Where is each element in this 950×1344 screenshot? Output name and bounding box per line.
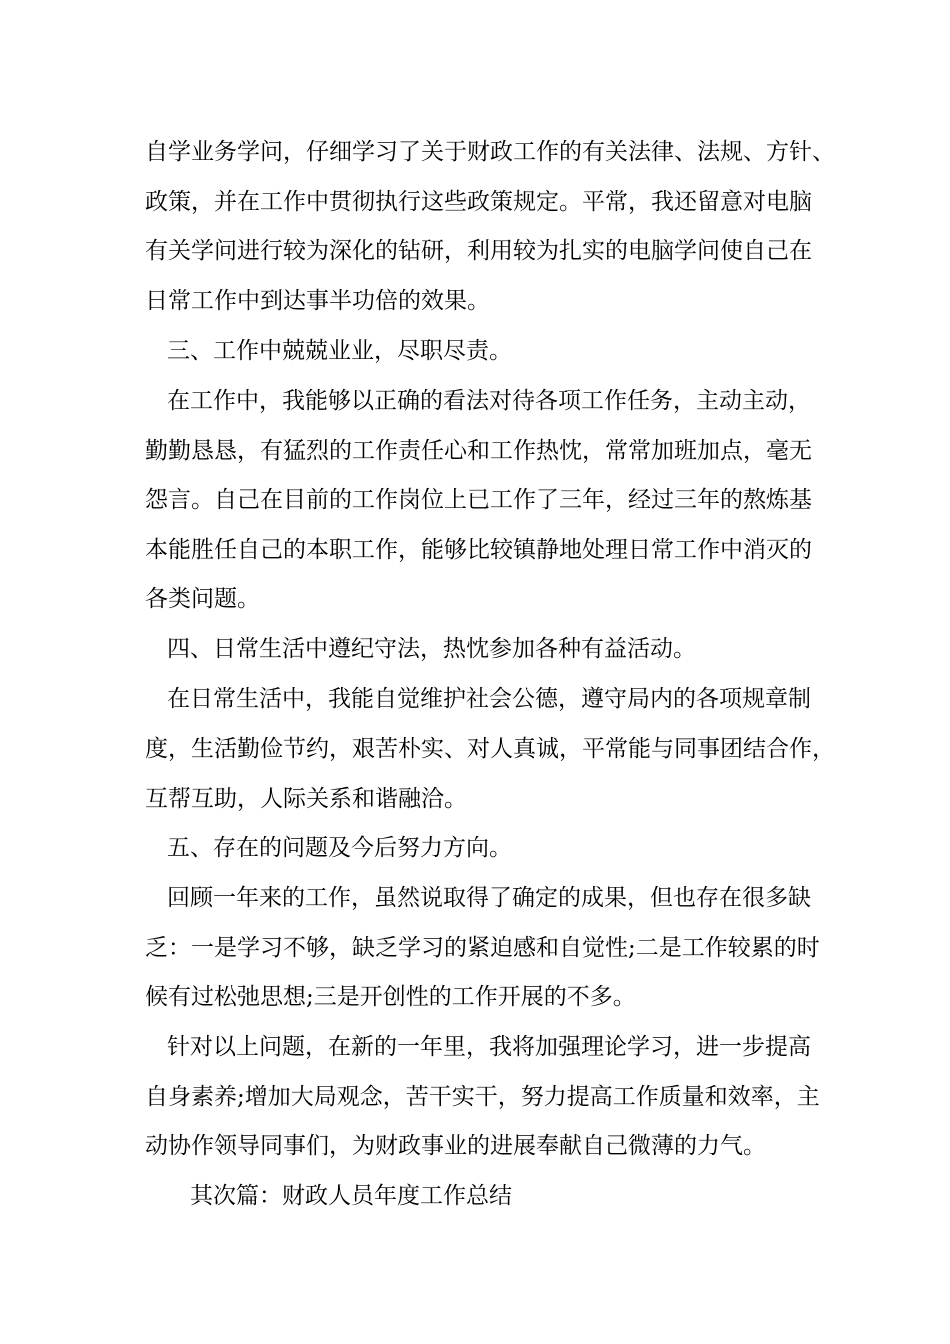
text-line: 怨言。自己在目前的工作岗位上已工作了三年，经过三年的熬炼基 [145, 487, 812, 513]
text-line: 互帮互助，人际关系和谐融洽。 [145, 786, 467, 812]
text-line: 在日常生活中，我能自觉维护社会公德，遵守局内的各项规章制 [167, 686, 811, 712]
text-line: 勤勤恳恳，有猛烈的工作责任心和工作热忱，常常加班加点，毫无 [145, 438, 812, 464]
text-line: 本能胜任自己的本职工作，能够比较镇静地处理日常工作中消灭的 [145, 537, 812, 563]
section-heading: 三、工作中兢兢业业，尽职尽责。 [167, 338, 512, 364]
text-line: 回顾一年来的工作，虽然说取得了确定的成果，但也存在很多缺 [167, 885, 811, 911]
text-line: 政策，并在工作中贯彻执行这些政策规定。平常，我还留意对电脑 [145, 189, 812, 215]
text-line: 度，生活勤俭节约，艰苦朴实、对人真诚，平常能与同事团结合作， [145, 736, 835, 762]
text-line: 乏：一是学习不够，缺乏学习的紧迫感和自觉性;二是工作较累的时 [145, 935, 820, 961]
text-line: 针对以上问题，在新的一年里，我将加强理论学习，进一步提高 [167, 1034, 811, 1060]
text-line: 候有过松弛思想;三是开创性的工作开展的不多。 [145, 984, 636, 1010]
chapter-heading: 其次篇：财政人员年度工作总结 [190, 1183, 512, 1209]
text-line: 自身素养;增加大局观念，苦干实干，努力提高工作质量和效率，主 [145, 1084, 820, 1110]
text-line: 日常工作中到达事半功倍的效果。 [145, 288, 490, 314]
text-line: 在工作中，我能够以正确的看法对待各项工作任务，主动主动， [167, 388, 811, 414]
text-line: 自学业务学问，仔细学习了关于财政工作的有关法律、法规、方针、 [145, 139, 835, 165]
section-heading: 五、存在的问题及今后努力方向。 [167, 835, 512, 861]
text-line: 有关学问进行较为深化的钻研，利用较为扎实的电脑学问使自己在 [145, 238, 812, 264]
text-line: 动协作领导同事们，为财政事业的进展奉献自己微薄的力气。 [145, 1133, 766, 1159]
section-heading: 四、日常生活中遵纪守法，热忱参加各种有益活动。 [167, 636, 696, 662]
text-line: 各类问题。 [145, 586, 260, 612]
